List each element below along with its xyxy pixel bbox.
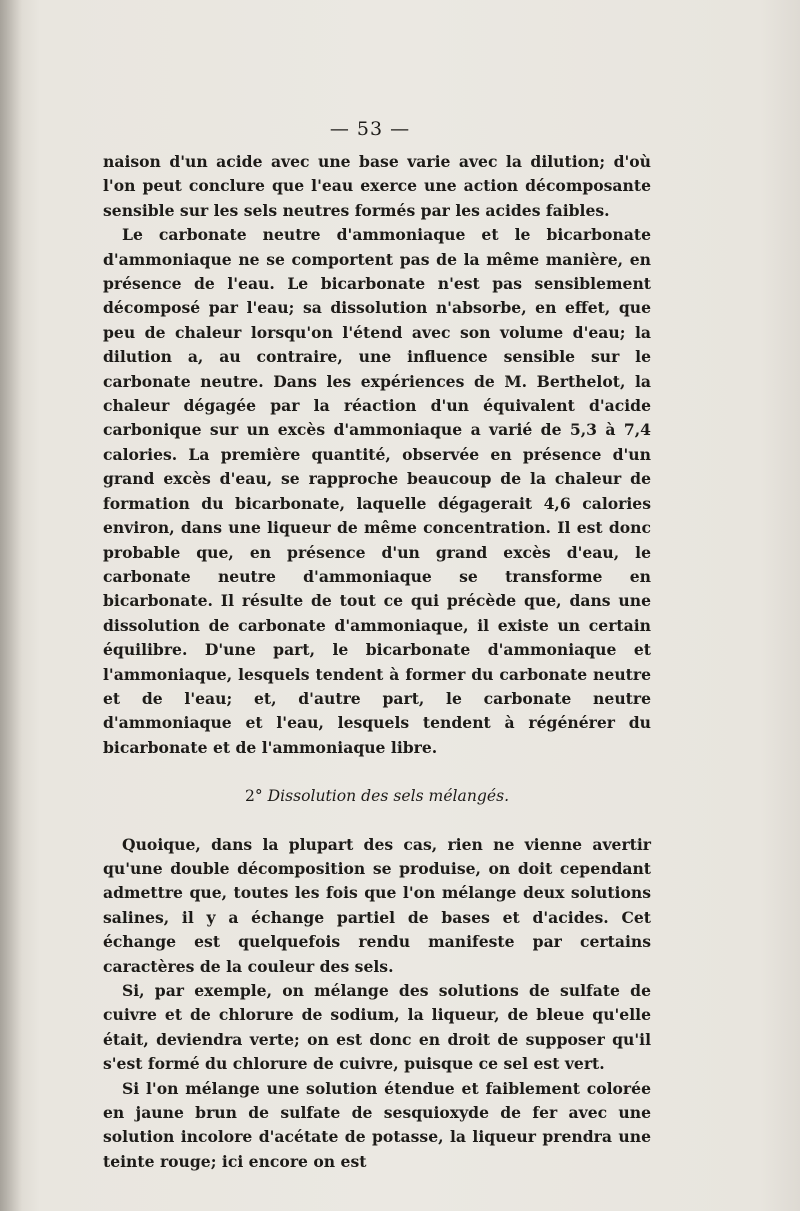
page-number: — 53 —: [329, 118, 411, 140]
section-number: 2°: [244, 787, 263, 806]
paragraph-carbonate: Le carbonate neutre d'ammoniaque et le bicarbonate d'ammoniaque ne se comportent pas de la même manière, en présence de l'eau. Le bicarbonate n'est pas sensiblement décomposé par l'eau; sa dissolution n'absorbe, en effet, que peu de chaleur lorsqu'on l'étend avec son volume d'eau; la dilution a, au contraire, une influence sensible sur le carbonate neutre. Dans les expériences de M. Berthelot, la chaleur dégagée par la réaction d'un équivalent d'acide carbonique sur un excès d'ammoniaque a varié de 5,3 à 7,4 calories. La première quantité, observée en présence d'un grand excès d'eau, se rapproche beaucoup de la chaleur de formation du bicarbonate, laquelle dégagerait 4,6 calories environ, dans une liqueur de même concentration. Il est donc probable que, en présence d'un grand excès d'eau, le carbonate neutre d'ammoniaque se transforme en bicarbonate. Il résulte de tout ce qui précède que, dans une dissolution de carbonate d'ammoniaque, il existe un certain équilibre. D'une part, le bicarbonate d'ammoniaque et l'ammoniaque, lesquels tendent à former du carbonate neutre et de l'eau; et, d'autre part, le carbonate neutre d'ammoniaque et l'eau, lesquels tendent à régénérer du bicarbonate et de l'ammoniaque libre.: [103, 225, 651, 757]
section-title: Dissolution des sels mélangés.: [267, 787, 510, 806]
body-text: [103, 150, 651, 1174]
gutter-shadow: [0, 0, 22, 1211]
paragraph-double-decomposition: Quoique, dans la plupart des cas, rien ne vienne avertir qu'une double décomposition se produise, on doit cependant admettre que, toutes les fois que l'on mélange deux solutions salines, il y a échange partiel de bases et d'acides. Cet échange est quelquefois rendu manifeste par certains caractères de la couleur des sels.: [103, 834, 651, 976]
paragraph-iron-example: Si l'on mélange une solution étendue et faiblement colorée en jaune brun de sulfate de sesquioxyde de fer avec une solution incolore d'acétate de potasse, la liqueur prendra une teinte rouge; ici encore on est: [103, 1078, 651, 1171]
paragraph-copper-example: Si, par exemple, on mélange des solutions de sulfate de cuivre et de chlorure de sodium, la liqueur, de bleue qu'elle était, deviendra verte; on est donc en droit de supposer qu'il s'est formé du chlorure de cuivre, puisque ce sel est vert.: [103, 981, 651, 1074]
section-heading: [103, 784, 651, 808]
paragraph-continuation: naison d'un acide avec une base varie avec la dilution; d'où l'on peut conclure que l'eau exerce une action décomposante sensible sur les sels neutres formés par les acides faibles.: [103, 152, 651, 220]
